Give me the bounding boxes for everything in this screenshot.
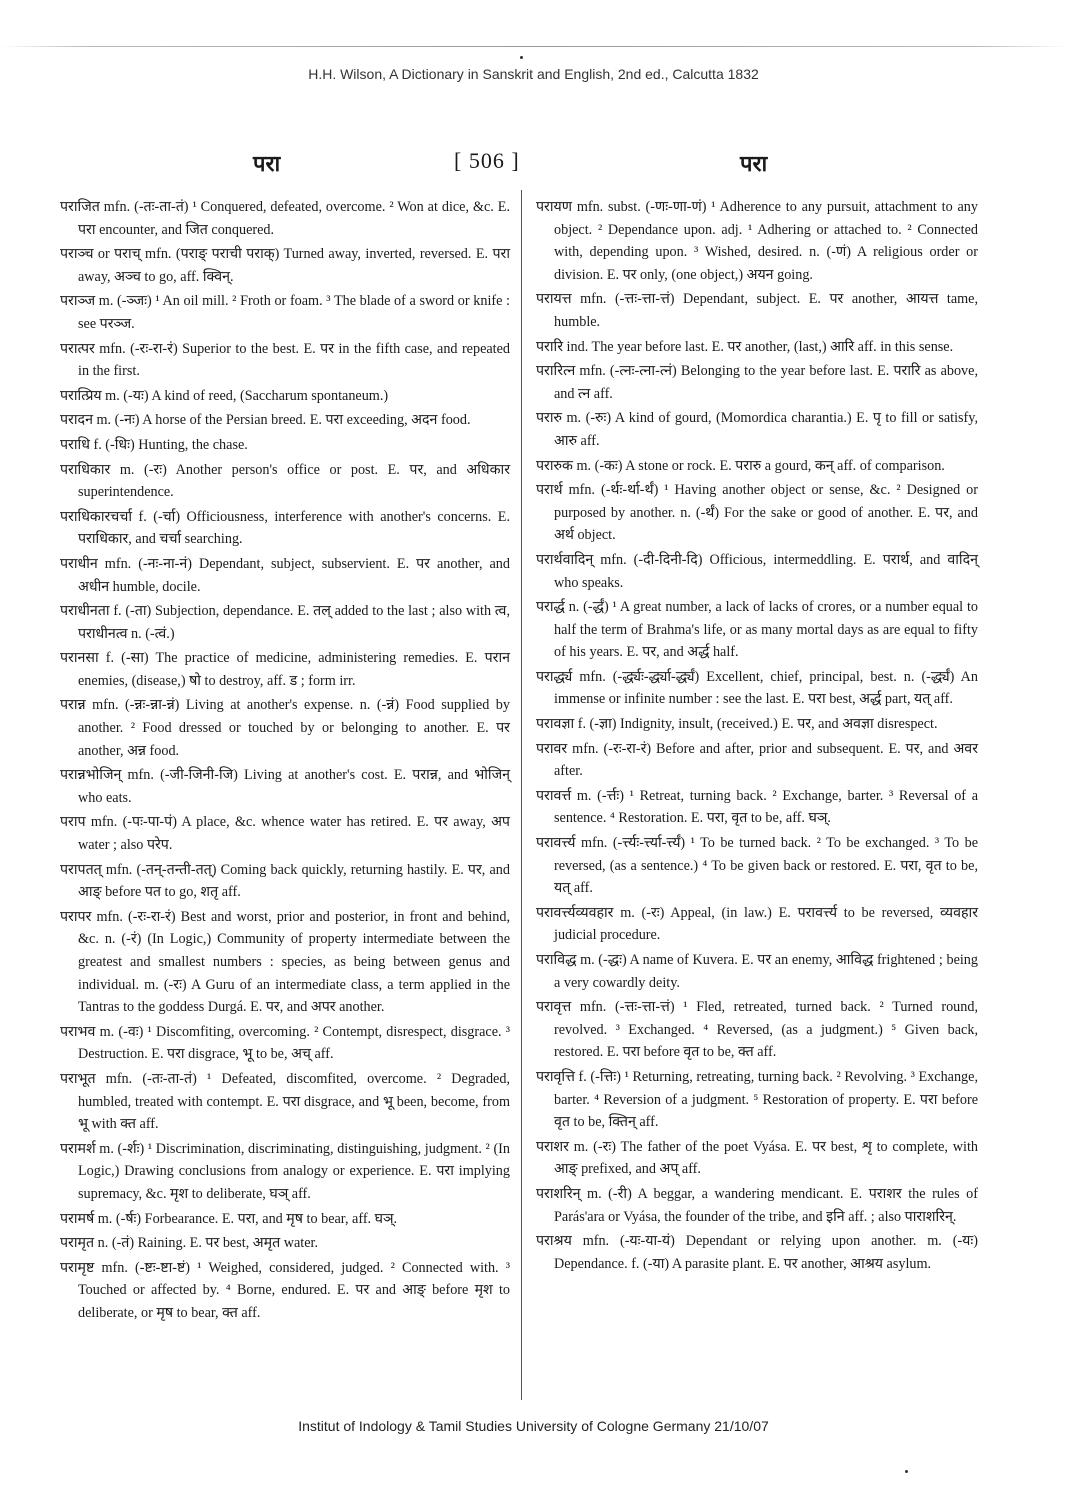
dictionary-entry: पराभव m. (-वः) ¹ Discomfiting, overcoming. ² Contempt, disrespect, disgrace. ³ Destruction. E. परा disgrace, भू to be, अच् aff. [60, 1023, 510, 1063]
running-head-right: परा [740, 151, 768, 176]
dictionary-entry: परार्द्ध्य mfn. (-र्द्ध्यः-र्द्ध्या-र्द्ध्यं) Excellent, chief, principal, best. n. (-र्द्ध्यं) An immense or infinite number : see the last. E. परा best, अर्द्ध part, यत् aff. [536, 668, 978, 708]
column-divider [521, 190, 522, 1400]
dictionary-entry: पराधीन mfn. (-नः-ना-नं) Dependant, subject, subservient. E. पर another, and अधीन humble, docile. [60, 555, 510, 595]
dictionary-entry: परामृष्ट mfn. (-ष्टः-ष्टा-ष्टं) ¹ Weighed, considered, judged. ² Connected with. ³ Touched or affected by. ⁴ Borne, endured. E. पर and आङ् before मृश to deliberate, or मृष to bear, क्त aff. [60, 1259, 510, 1321]
dictionary-entry: परान्न mfn. (-न्नः-न्ना-न्नं) Living at another's expense. n. (-न्नं) Food supplied by another. ² Food dressed or touched by or belonging to another. E. पर another, अन्न food. [60, 697, 510, 759]
dictionary-entry: पराधीनता f. (-ता) Subjection, dependance. E. तल् added to the last ; also with त्व, पराधीनत्व n. (-त्वं.) [60, 603, 510, 642]
left-column [60, 196, 510, 1327]
dictionary-entry: परार्थवादिन् mfn. (-दी-दिनी-दि) Officious, intermeddling. E. परार्थ, and वादिन् who speaks. [536, 551, 978, 591]
dictionary-entry: परापतत् mfn. (-तन्-तन्ती-तत्) Coming back quickly, returning hastily. E. पर, and आङ् before पत to go, शतृ aff. [60, 861, 510, 901]
dictionary-entry: परावृत्ति f. (-त्तिः) ¹ Returning, retreating, turning back. ² Revolving. ³ Exchange, barter. ⁴ Reversion of a judgment. ⁵ Restoration of property. E. परा before वृत to be, क्तिन् aff. [536, 1068, 978, 1131]
dictionary-entry: पराशर m. (-रः) The father of the poet Vyása. E. पर best, शृ to complete, with आङ् prefixed, and अप् aff. [536, 1138, 978, 1178]
dictionary-entry: परामृत n. (-तं) Raining. E. पर best, अमृत water. [60, 1235, 319, 1252]
dictionary-entry: परानसा f. (-सा) The practice of medicine, administering remedies. E. परान enemies, (disease,) षो to destroy, aff. ड ; form irr. [60, 650, 510, 689]
dictionary-entry: पराप mfn. (-पः-पा-पं) A place, &c. whence water has retired. E. पर away, अप water ; also परेप. [60, 814, 510, 854]
dictionary-entry: पराञ्ज m. (-ञ्जः) ¹ An oil mill. ² Froth or foam. ³ The blade of a sword or knife : see परञ्ज. [60, 293, 510, 332]
dictionary-entry: पराजित mfn. (-तः-ता-तं) ¹ Conquered, defeated, overcome. ² Won at dice, &c. E. परा encounter, and जित conquered. [60, 199, 510, 238]
dictionary-entry: परामर्ष m. (-र्षः) Forbearance. E. परा, and मृष to bear, aff. घञ्. [60, 1210, 398, 1227]
dictionary-entry: पराधिकारचर्चा f. (-र्चा) Officiousness, interference with another's concerns. E. पराधिकार, and चर्चा searching. [60, 508, 510, 548]
source-footer: Institut of Indology & Tamil Studies University of Cologne Germany 21/10/07 [298, 1418, 769, 1434]
dictionary-entry: परायण mfn. subst. (-णः-णा-णं) ¹ Adherence to any pursuit, attachment to any object. ² Dependance upon. adj. ¹ Adhering or attached to. ² Connected with, depending upon. ³ Wished, desired. n. (-णं) A religious order or division. E. पर only, (one object,) अयन going. [536, 199, 978, 283]
running-head-left: परा [253, 151, 281, 176]
dictionary-entry: परावर mfn. (-रः-रा-रं) Before and after, prior and subsequent. E. पर, and अवर after. [536, 740, 978, 780]
scan-speck [905, 1470, 908, 1473]
running-head [48, 148, 1019, 184]
dictionary-entry: परारुक m. (-कः) A stone or rock. E. परारु a gourd, कन् aff. of comparison. [536, 457, 945, 474]
dictionary-entry: परात्प्रिय m. (-यः) A kind of reed, (Saccharum spontaneum.) [60, 387, 389, 404]
dictionary-entry: परारि ind. The year before last. E. पर another, (last,) आरि aff. in this sense. [536, 338, 954, 355]
dictionary-entry: परायत्त mfn. (-त्तः-त्ता-त्तं) Dependant, subject. E. पर another, आयत्त tame, humble. [536, 291, 978, 330]
source-header: H.H. Wilson, A Dictionary in Sanskrit and English, 2nd ed., Calcutta 1832 [308, 66, 759, 82]
dictionary-entry: परावृत्त mfn. (-त्तः-त्ता-त्तं) ¹ Fled, retreated, turned back. ² Turned round, revolved. ³ Exchanged. ⁴ Reversed, (as a judgment.) ⁵ Given back, restored. E. परा before वृत to be, क्त aff. [536, 999, 978, 1061]
dictionary-entry: परात्पर mfn. (-रः-रा-रं) Superior to the best. E. पर in the fifth case, and repeated in the first. [60, 340, 510, 380]
dictionary-entry: पराविद्ध m. (-द्धः) A name of Kuvera. E. पर an enemy, आविद्ध frightened ; being a very cowardly deity. [536, 952, 978, 991]
dictionary-entry: पराधिकार m. (-रः) Another person's office or post. E. पर, and अधिकार superintendence. [60, 461, 510, 501]
dictionary-entry: पराश्रय mfn. (-यः-या-यं) Dependant or relying upon another. m. (-यः) Dependance. f. (-या) A parasite plant. E. पर another, आश्रय asylum. [536, 1233, 978, 1272]
dictionary-entry: परारु m. (-रुः) A kind of gourd, (Momordica charantia.) E. पृ to fill or satisfy, आरु aff. [536, 410, 978, 449]
dictionary-entry: परापर mfn. (-रः-रा-रं) Best and worst, prior and posterior, in front and behind, &c. n. (-रं) (In Logic,) Community of property intermediate between the greatest and smallest numbers : species, as being between genus and individual. m. (-रः) A Guru of an intermediate class, a term applied in the Tantras to the goddess Durgá. E. पर, and अपर another. [60, 908, 510, 1016]
page-number: [ 506 ] [454, 148, 520, 173]
dictionary-entry: पराञ्च or पराच् mfn. (पराङ् पराची पराक्) Turned away, inverted, reversed. E. परा away, अञ्च to go, aff. क्विन्. [60, 246, 510, 285]
dictionary-entry: परारित्न mfn. (-त्नः-त्ना-त्नं) Belonging to the year before last. E. परारि as above, and त्न aff. [536, 363, 978, 402]
dictionary-entry: परावर्त्त्यव्यवहार m. (-रः) Appeal, (in law.) E. परावर्त्त्य to be reversed, व्यवहार judicial procedure. [536, 904, 978, 944]
dictionary-entry: पराभूत mfn. (-तः-ता-तं) ¹ Defeated, discomfited, overcome. ² Degraded, humbled, treated with contempt. E. परा disgrace, and भू been, become, from भू with क्त aff. [60, 1070, 510, 1133]
dictionary-entry: पराशरिन् m. (-री) A beggar, a wandering mendicant. E. पराशर the rules of Parás'ara or Vyása, the founder of the tribe, and इनि aff. ; also पाराशरिन्. [536, 1185, 978, 1225]
dictionary-entry: परान्नभोजिन् mfn. (-जी-जिनी-जि) Living at another's cost. E. परान्न, and भोजिन् who eats. [60, 767, 510, 806]
scan-top-rule [0, 46, 1067, 47]
dictionary-entry: परावर्त्त्य mfn. (-र्त्त्यः-र्त्त्या-र्त्त्यं) ¹ To be turned back. ² To be exchanged. ³ To be reversed, (as a sentence.) ⁴ To be given back or restored. E. परा, वृत to be, यत् aff. [536, 835, 978, 897]
dictionary-entry: परावर्त्त m. (-र्त्तः) ¹ Retreat, turning back. ² Exchange, barter. ³ Reversal of a sentence. ⁴ Restoration. E. परा, वृत to be, aff. घञ्. [536, 787, 978, 827]
scan-speck [520, 56, 523, 59]
dictionary-entry: परावज्ञा f. (-ज्ञा) Indignity, insult, (received.) E. पर, and अवज्ञा disrespect. [536, 716, 938, 733]
right-column [536, 196, 978, 1277]
dictionary-entry: परार्द्ध n. (-र्द्धं) ¹ A great number, a lack of lacks of crores, or a number equal to half the term of Brahma's life, or as many mortal days as are equal to fifty of his years. E. पर, and अर्द्ध half. [536, 599, 978, 661]
dictionary-entry: परामर्श m. (-र्शः) ¹ Discrimination, discriminating, distinguishing, judgment. ² (In Logic,) Drawing conclusions from analogy or experience. E. परा implying supremacy, &c. मृश to deliberate, घञ् aff. [60, 1140, 510, 1202]
dictionary-entry: पराधि f. (-धिः) Hunting, the chase. [60, 436, 248, 453]
dictionary-entry: परार्थ mfn. (-र्थः-र्था-र्थं) ¹ Having another object or sense, &c. ² Designed or purposed by another. n. (-र्थं) For the sake or good of another. E. पर, and अर्थ object. [536, 482, 978, 544]
dictionary-entry: परादन m. (-नः) A horse of the Persian breed. E. परा exceeding, अदन food. [60, 412, 471, 429]
